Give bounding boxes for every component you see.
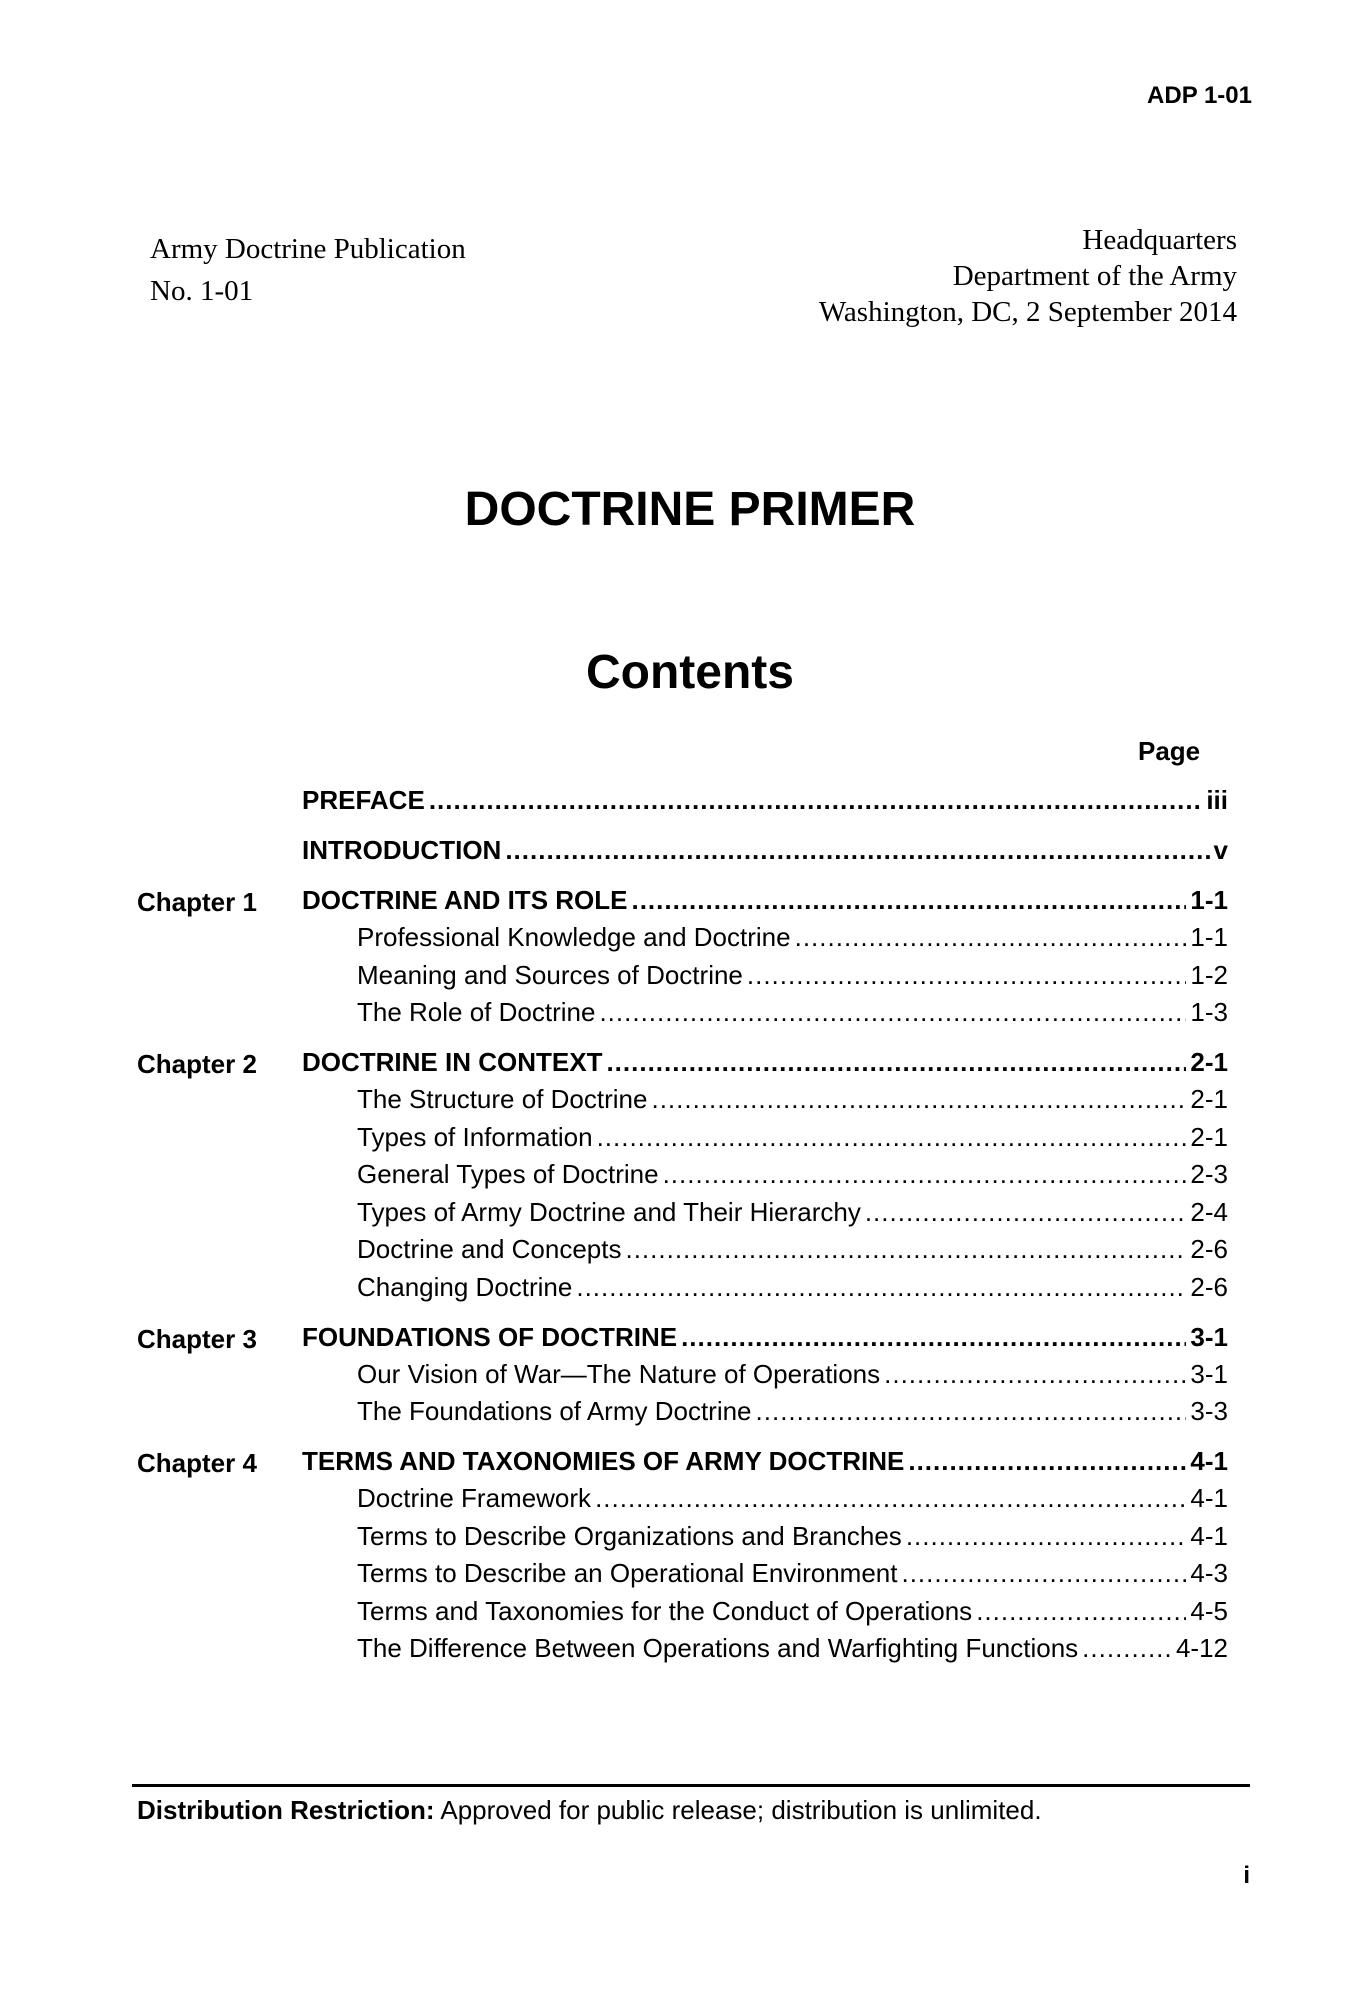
toc-preface[interactable] [302, 782, 1228, 818]
page-column-label: Page [1138, 736, 1201, 766]
toc-section[interactable] [357, 1555, 1228, 1591]
dot-leader [901, 1555, 1186, 1591]
footer-divider [132, 1784, 1250, 1787]
toc-entry-page: 2-6 [1190, 1271, 1228, 1302]
dot-leader [599, 994, 1186, 1030]
toc-entry-page: 1-3 [1190, 997, 1228, 1027]
dot-leader [976, 1593, 1186, 1629]
chapter-label: Chapter 1 [137, 887, 257, 917]
toc-section[interactable] [357, 1194, 1228, 1230]
distribution-label: Distribution Restriction: [137, 1795, 435, 1825]
toc-chapter-3[interactable] [302, 1319, 1228, 1355]
dot-leader [429, 782, 1203, 818]
toc-entry-title: Types of Army Doctrine and Their Hierarchy [357, 1196, 861, 1227]
toc-entry-page: 4-1 [1190, 1520, 1228, 1551]
dot-leader [795, 919, 1187, 955]
toc-entry-title: Terms to Describe an Operational Environment [357, 1558, 898, 1588]
toc-section[interactable] [357, 957, 1228, 993]
dot-leader [595, 1480, 1186, 1516]
toc-entry-page: 3-3 [1190, 1396, 1228, 1426]
toc-chapter-4[interactable] [302, 1443, 1228, 1479]
dot-leader [625, 1231, 1186, 1267]
toc-entry-page: 2-3 [1190, 1159, 1228, 1189]
publication-type: Army Doctrine Publication [150, 233, 466, 265]
dot-leader [908, 1443, 1186, 1479]
toc-chapter-2[interactable] [302, 1044, 1228, 1080]
toc-entry-page: 2-1 [1190, 1047, 1228, 1077]
toc-entry-title: INTRODUCTION [302, 835, 502, 865]
toc-section[interactable] [357, 1356, 1228, 1392]
toc-entry-title: DOCTRINE IN CONTEXT [302, 1047, 603, 1077]
toc-entry-page: 2-1 [1190, 1121, 1228, 1152]
dot-leader [631, 882, 1186, 918]
toc-section[interactable] [357, 1480, 1228, 1516]
dot-leader [505, 832, 1209, 868]
toc-entry-page: iii [1206, 785, 1228, 815]
toc-entry-page: 4-12 [1175, 1633, 1228, 1663]
toc-entry-title: Types of Information [357, 1121, 593, 1152]
issuing-authority [819, 222, 1237, 330]
toc-entry-page: 2-6 [1190, 1234, 1228, 1264]
toc-chapter-1[interactable] [302, 882, 1228, 918]
toc-section[interactable] [357, 919, 1228, 955]
distribution-restriction [137, 1795, 1042, 1826]
toc-entry-page: 2-1 [1190, 1084, 1228, 1114]
toc-entry-page: 4-5 [1190, 1595, 1228, 1626]
toc-entry-title: Our Vision of War—The Nature of Operations [357, 1358, 881, 1389]
toc-entry-title: TERMS AND TAXONOMIES OF ARMY DOCTRINE [302, 1446, 905, 1476]
toc-entry-title: Terms to Describe Organizations and Branches [357, 1520, 902, 1551]
dot-leader [681, 1319, 1186, 1355]
dot-leader [756, 1393, 1187, 1429]
dot-leader [884, 1356, 1186, 1392]
toc-entry-title: Terms and Taxonomies for the Conduct of Operations [357, 1595, 973, 1626]
authority-line-2: Department of the Army [952, 260, 1237, 292]
toc-entry-page: 1-2 [1190, 959, 1228, 990]
toc-entry-title: The Role of Doctrine [357, 997, 596, 1027]
toc-entry-page: 4-3 [1190, 1558, 1228, 1588]
dot-leader [606, 1044, 1186, 1080]
toc-section[interactable] [357, 1269, 1228, 1305]
toc-entry-title: Meaning and Sources of Doctrine [357, 959, 743, 990]
document-title: DOCTRINE PRIMER [464, 483, 916, 536]
toc-entry-title: Doctrine Framework [357, 1483, 592, 1513]
contents-heading: Contents [586, 646, 794, 699]
publication-number: No. 1-01 [150, 275, 254, 307]
toc-entry-page: 1-1 [1190, 885, 1228, 915]
publication-info [150, 228, 466, 312]
dot-leader [747, 957, 1187, 993]
authority-line-3: Washington, DC, 2 September 2014 [818, 296, 1237, 328]
toc-introduction[interactable] [302, 832, 1228, 868]
toc-entry-title: Professional Knowledge and Doctrine [357, 922, 791, 952]
toc-entry-title: The Difference Between Operations and Warfighting Functions [357, 1633, 1079, 1663]
dot-leader [597, 1119, 1187, 1155]
toc-entry-title: Changing Doctrine [357, 1271, 573, 1302]
toc-entry-title: The Foundations of Army Doctrine [357, 1396, 752, 1426]
dot-leader [906, 1518, 1187, 1554]
toc-entry-page: 4-1 [1190, 1483, 1228, 1513]
chapter-label: Chapter 2 [137, 1049, 257, 1079]
page-number: i [1243, 1862, 1250, 1889]
dot-leader [865, 1194, 1187, 1230]
dot-leader [663, 1156, 1187, 1192]
toc-section[interactable] [357, 1393, 1228, 1429]
toc-section[interactable] [357, 1593, 1228, 1629]
toc-entry-title: General Types of Doctrine [357, 1159, 659, 1189]
toc-entry-page: v [1213, 835, 1228, 865]
toc-entry-page: 3-1 [1190, 1321, 1228, 1352]
toc-section[interactable] [357, 1081, 1228, 1117]
chapter-label: Chapter 3 [137, 1323, 257, 1354]
toc-section[interactable] [357, 1119, 1228, 1155]
dot-leader [651, 1081, 1186, 1117]
toc-section[interactable] [357, 1630, 1228, 1666]
toc-entry-title: Doctrine and Concepts [357, 1234, 622, 1264]
toc-section[interactable] [357, 994, 1228, 1030]
dot-leader [576, 1269, 1186, 1305]
toc-section[interactable] [357, 1156, 1228, 1192]
toc-entry-page: 3-1 [1190, 1358, 1228, 1389]
dot-leader [1082, 1630, 1172, 1666]
document-id: ADP 1-01 [1147, 82, 1252, 109]
authority-line-1: Headquarters [1082, 224, 1237, 256]
toc-entry-page: 1-1 [1190, 922, 1228, 952]
distribution-text: Approved for public release; distribution is unlimited. [440, 1795, 1042, 1825]
toc-entry-title: The Structure of Doctrine [357, 1084, 648, 1114]
toc-section[interactable] [357, 1518, 1228, 1554]
toc-section[interactable] [357, 1231, 1228, 1267]
toc-entry-page: 2-4 [1190, 1196, 1228, 1227]
toc-entry-title: FOUNDATIONS OF DOCTRINE [302, 1321, 678, 1352]
toc-entry-page: 4-1 [1190, 1446, 1228, 1476]
toc-entry-title: PREFACE [302, 785, 425, 815]
toc-entry-title: DOCTRINE AND ITS ROLE [302, 885, 628, 915]
chapter-label: Chapter 4 [137, 1448, 257, 1478]
